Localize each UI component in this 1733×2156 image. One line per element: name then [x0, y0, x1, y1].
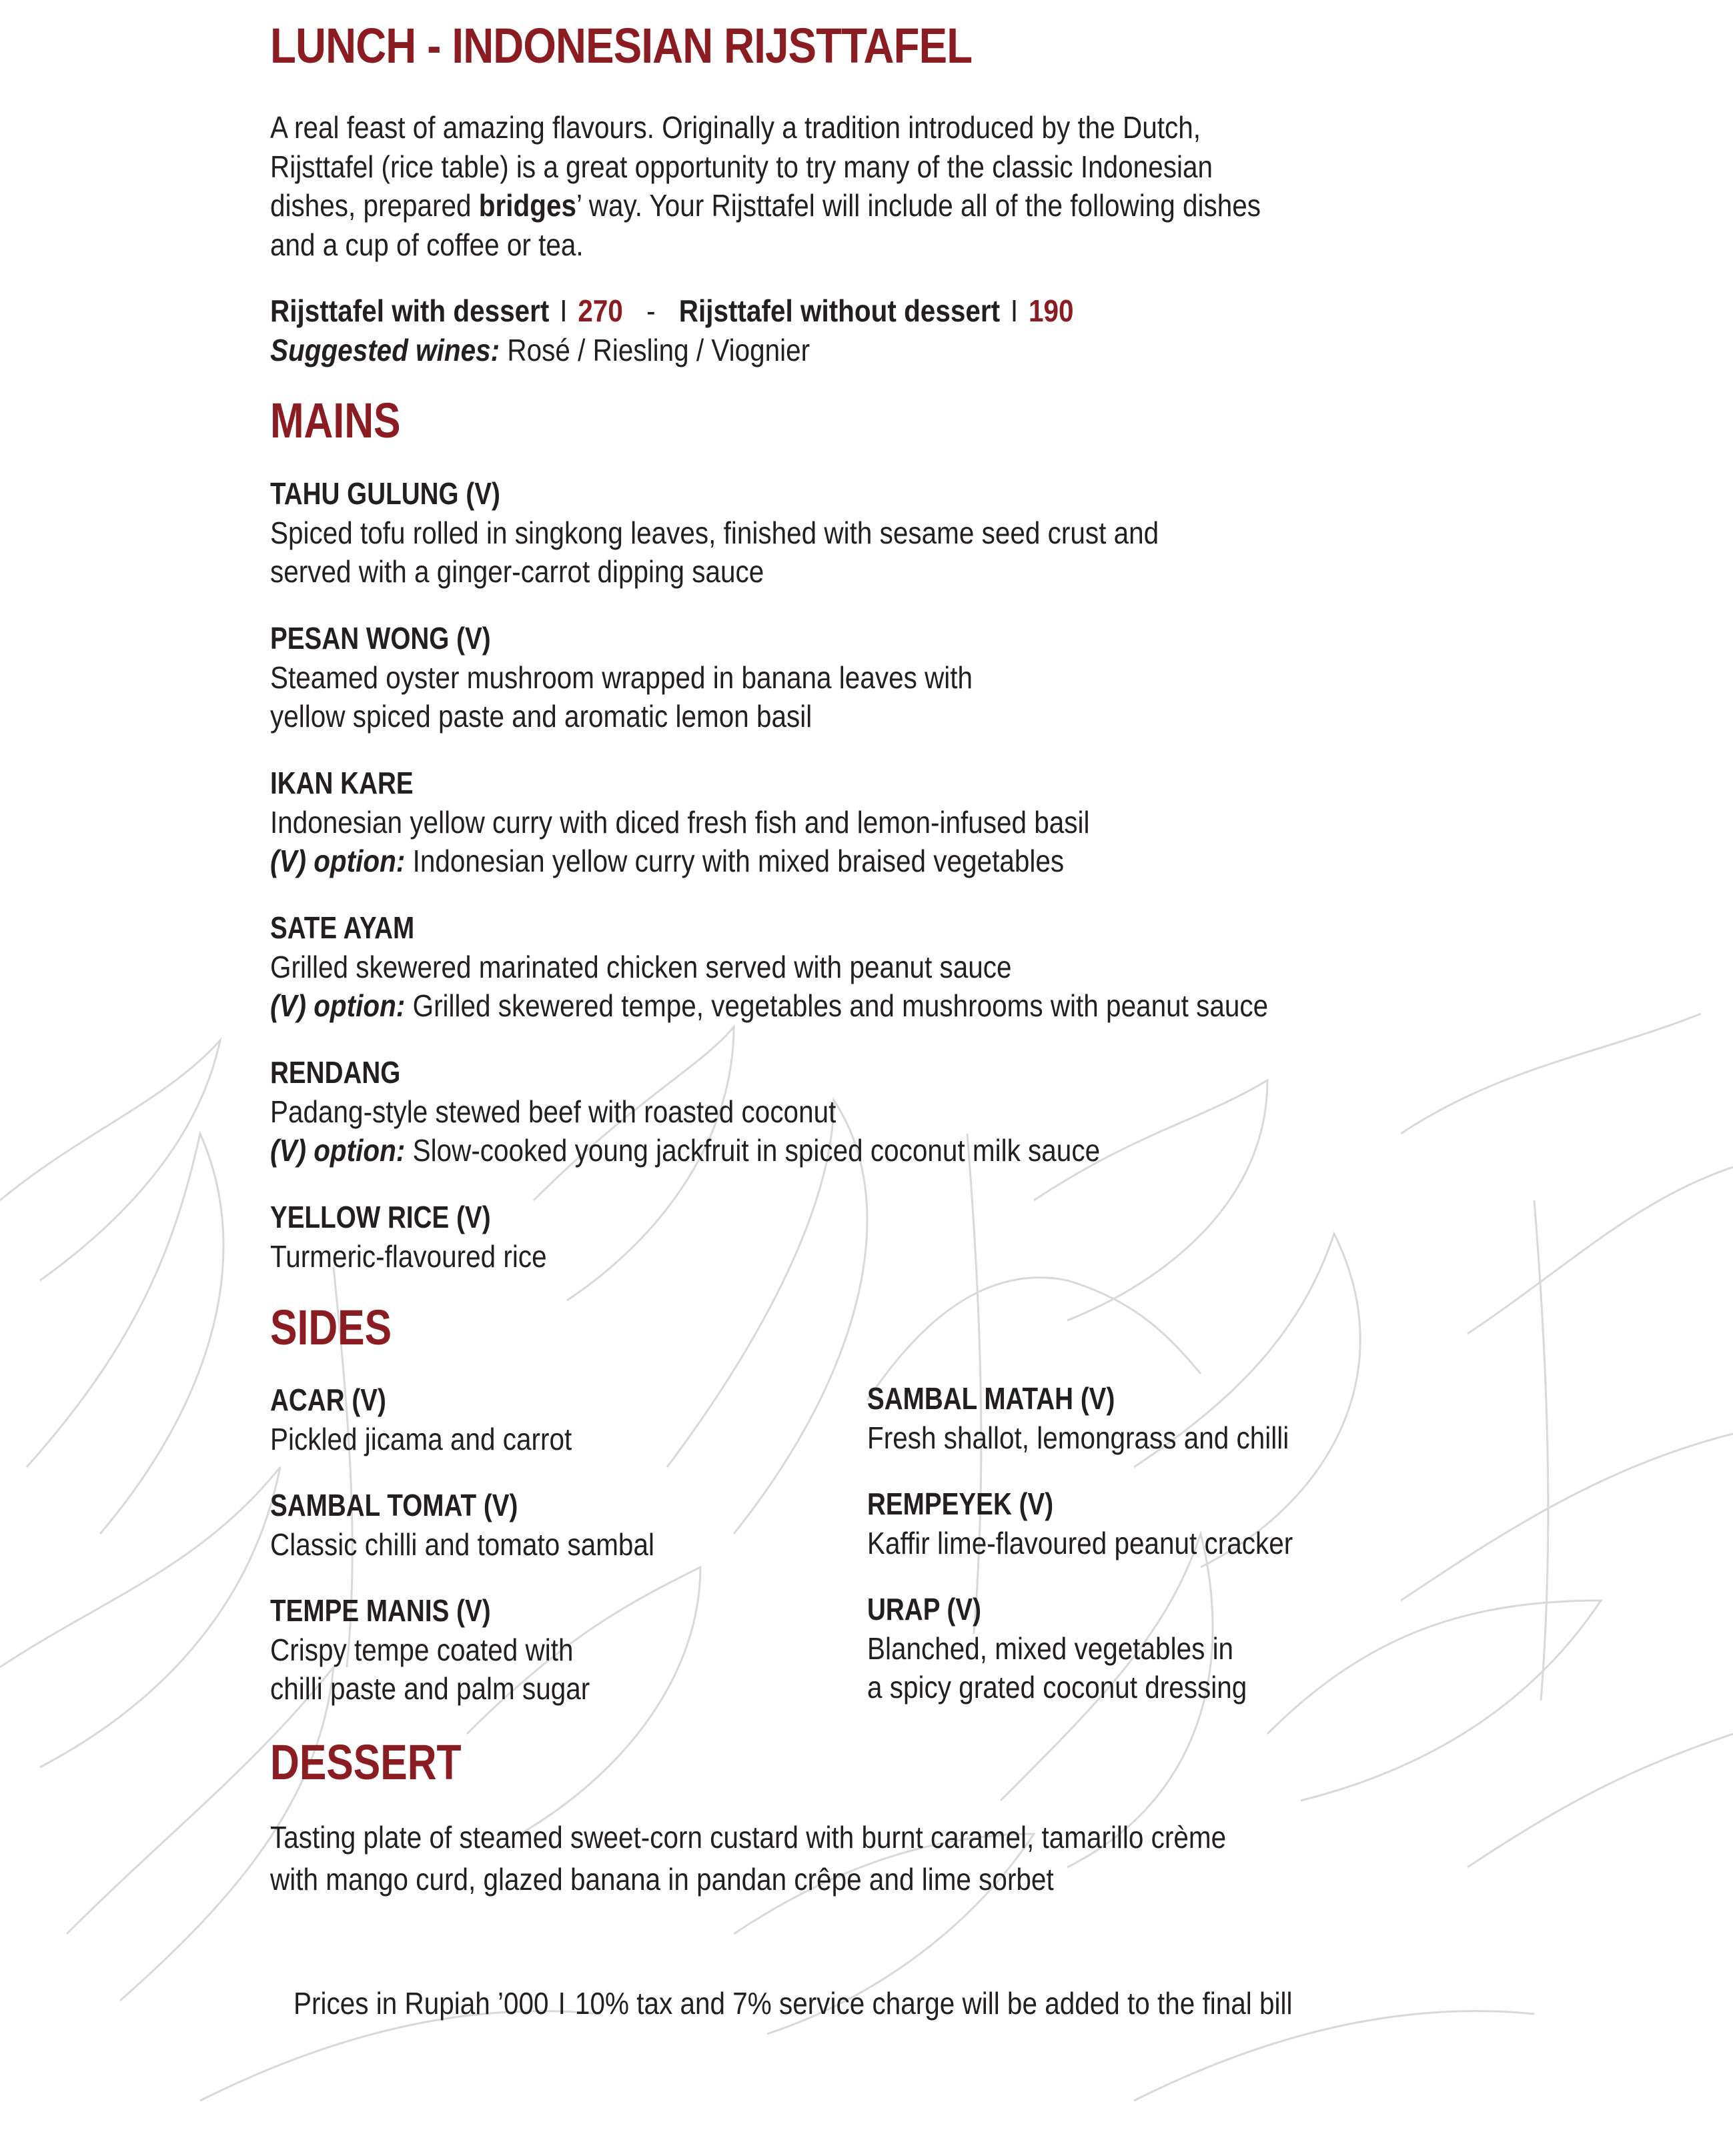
dish-name: TEMPE MANIS (V)	[270, 1593, 491, 1628]
dish-name: RENDANG	[270, 1055, 401, 1090]
suggested-wines	[270, 331, 810, 370]
dish-description: served with a ginger-carrot dipping sauce	[270, 554, 764, 589]
dish-description: Blanched, mixed vegetables in	[867, 1631, 1234, 1666]
dish-name: TAHU GULUNG (V)	[270, 476, 500, 511]
side-item	[867, 1484, 1351, 1562]
dish-description: Padang-style stewed beef with roasted coconut	[270, 1094, 836, 1129]
menu-title: LUNCH - INDONESIAN RIJSTTAFEL	[270, 18, 973, 73]
dish-description: yellow spiced paste and aromatic lemon basil	[270, 699, 812, 734]
mains-heading: MAINS	[270, 393, 401, 448]
dessert-description: Tasting plate of steamed sweet-corn custard with burnt caramel, tamarillo crème	[270, 1820, 1227, 1855]
intro-text: ’ way. Your Rijsttafel will include all of the following dishes	[576, 188, 1261, 223]
veg-option-text: Slow-cooked young jackfruit in spiced coconut milk sauce	[405, 1133, 1101, 1168]
tax-note: 10% tax and 7% service charge will be added to the final bill	[574, 1986, 1293, 2021]
veg-option-label: (V) option:	[270, 988, 406, 1023]
dish-veg-option	[270, 842, 1090, 881]
dish-description: Spiced tofu rolled in singkong leaves, finished with sesame seed crust and	[270, 515, 1159, 550]
dish-description: Kaffir lime-flavoured peanut cracker	[867, 1525, 1293, 1560]
dish-item	[270, 619, 1069, 736]
dish-description: a spicy grated coconut dressing	[867, 1670, 1247, 1705]
dish-name: YELLOW RICE (V)	[270, 1200, 491, 1234]
dessert-description: with mango curd, glazed banana in pandan crêpe and lime sorbet	[270, 1861, 1054, 1897]
intro-paragraph	[270, 108, 1261, 264]
side-item	[867, 1590, 1299, 1707]
veg-option-label: (V) option:	[270, 1133, 406, 1168]
brand-name: bridges	[478, 188, 577, 223]
dessert-item	[270, 1818, 1357, 1899]
dish-item	[270, 1053, 1213, 1170]
dessert-heading: DESSERT	[270, 1735, 462, 1790]
side-item	[270, 1591, 634, 1709]
dish-description: Grilled skewered marinated chicken served with peanut sauce	[270, 949, 1012, 984]
dish-name: SAMBAL TOMAT (V)	[270, 1488, 518, 1522]
price-separator: I	[1010, 293, 1019, 328]
dish-description: Turmeric-flavoured rice	[270, 1238, 547, 1274]
dish-item	[270, 908, 1404, 1026]
dish-name: PESAN WONG (V)	[270, 621, 491, 656]
without-dessert-price: 190	[1029, 293, 1074, 328]
intro-text: dishes, prepared	[270, 188, 479, 223]
wines-label: Suggested wines:	[270, 333, 500, 367]
dish-item	[270, 1198, 584, 1276]
dish-description: chilli paste and palm sugar	[270, 1671, 590, 1706]
without-dessert-label: Rijsttafel without dessert	[678, 293, 1001, 328]
dish-name: IKAN KARE	[270, 766, 414, 800]
price-dash: -	[646, 293, 656, 328]
footer-separator: I	[558, 1986, 566, 2021]
dish-item	[270, 474, 1280, 592]
with-dessert-label: Rijsttafel with dessert	[270, 293, 550, 328]
dish-item	[270, 764, 1201, 881]
dish-name: URAP (V)	[867, 1592, 982, 1627]
side-item	[270, 1380, 613, 1458]
dish-veg-option	[270, 986, 1268, 1026]
floral-background-pattern	[0, 1000, 1733, 2156]
veg-option-text: Grilled skewered tempe, vegetables and mushrooms with peanut sauce	[405, 988, 1269, 1023]
dish-veg-option	[270, 1131, 1100, 1170]
price-separator: I	[560, 293, 568, 328]
veg-option-label: (V) option:	[270, 844, 406, 878]
dish-description: Classic chilli and tomato sambal	[270, 1526, 654, 1562]
currency-note: Prices in Rupiah ’000	[294, 1986, 549, 2021]
veg-option-text: Indonesian yellow curry with mixed braised vegetables	[405, 844, 1065, 878]
dish-description: Steamed oyster mushroom wrapped in banana leaves with	[270, 660, 973, 695]
intro-line: A real feast of amazing flavours. Originally a tradition introduced by the Dutch,	[270, 110, 1201, 145]
side-item	[867, 1379, 1346, 1457]
side-item	[270, 1486, 707, 1564]
dish-name: REMPEYEK (V)	[867, 1486, 1054, 1521]
dish-description: Crispy tempe coated with	[270, 1632, 574, 1667]
intro-line: and a cup of coffee or tea.	[270, 227, 584, 262]
pricing-line	[270, 291, 1074, 331]
intro-line	[270, 186, 1261, 225]
with-dessert-price: 270	[578, 293, 623, 328]
price-footer-note	[294, 1984, 1293, 2023]
dish-description: Indonesian yellow curry with diced fresh fish and lemon-infused basil	[270, 804, 1090, 840]
intro-line: Rijsttafel (rice table) is a great opportunity to try many of the classic Indonesian	[270, 149, 1213, 184]
dish-name: ACAR (V)	[270, 1382, 386, 1417]
dish-description: Pickled jicama and carrot	[270, 1421, 572, 1456]
dish-name: SATE AYAM	[270, 910, 415, 945]
sides-heading: SIDES	[270, 1300, 392, 1355]
dish-description: Fresh shallot, lemongrass and chilli	[867, 1420, 1289, 1455]
wines-list: Rosé / Riesling / Viognier	[507, 333, 810, 367]
dish-name: SAMBAL MATAH (V)	[867, 1381, 1115, 1416]
